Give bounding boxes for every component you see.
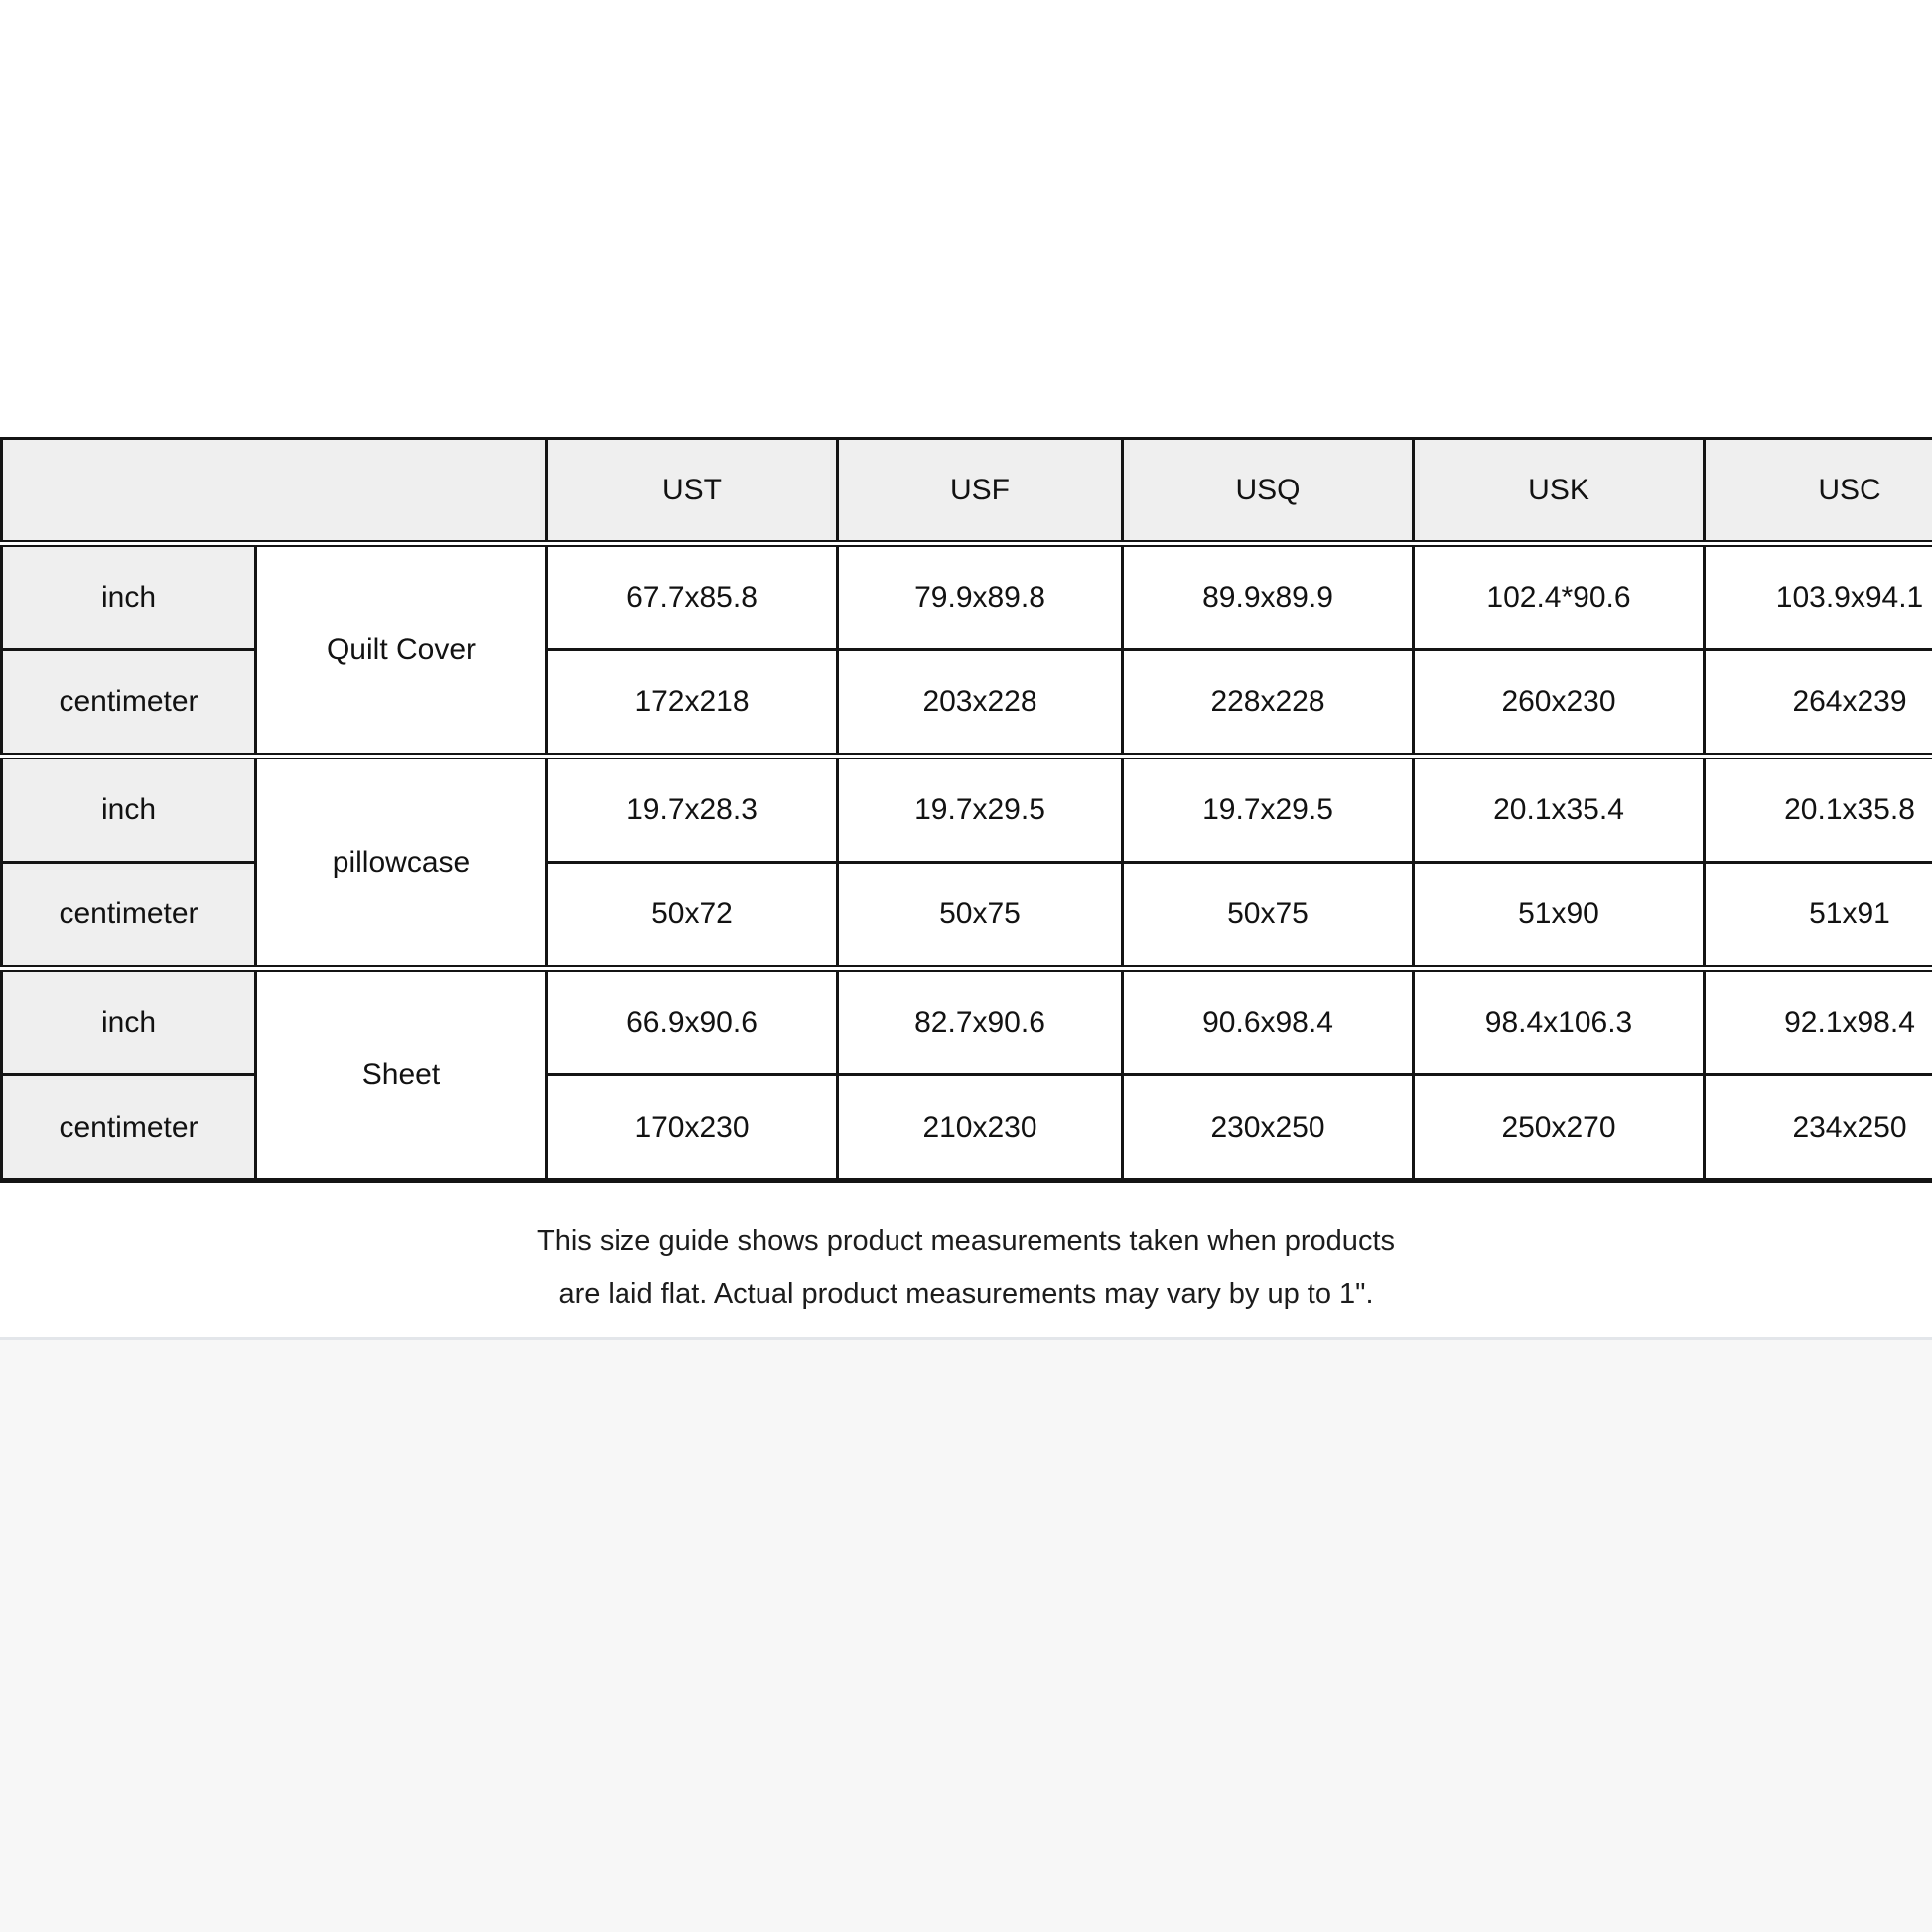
size-value-cell: 79.9x89.8 [838, 544, 1123, 650]
unit-label-cell: inch [2, 544, 256, 650]
size-value-cell: 103.9x94.1 [1705, 544, 1932, 650]
category-cell-quilt-cover: Quilt Cover [256, 544, 547, 757]
size-value-cell: 250x270 [1414, 1075, 1705, 1181]
category-cell-pillowcase: pillowcase [256, 757, 547, 969]
column-header-usf: USF [838, 439, 1123, 544]
size-value-cell: 20.1x35.4 [1414, 757, 1705, 863]
size-value-cell: 50x75 [838, 863, 1123, 969]
page-background-lower [0, 1340, 1932, 1932]
category-cell-sheet: Sheet [256, 969, 547, 1181]
size-value-cell: 19.7x29.5 [1123, 757, 1414, 863]
size-value-cell: 50x75 [1123, 863, 1414, 969]
size-value-cell: 50x72 [547, 863, 838, 969]
unit-label-cell: centimeter [2, 863, 256, 969]
size-value-cell: 172x218 [547, 650, 838, 757]
unit-label-cell: inch [2, 969, 256, 1075]
size-value-cell: 102.4*90.6 [1414, 544, 1705, 650]
size-value-cell: 170x230 [547, 1075, 838, 1181]
size-value-cell: 90.6x98.4 [1123, 969, 1414, 1075]
size-value-cell: 89.9x89.9 [1123, 544, 1414, 650]
size-value-cell: 51x90 [1414, 863, 1705, 969]
size-value-cell: 234x250 [1705, 1075, 1932, 1181]
size-value-cell: 230x250 [1123, 1075, 1414, 1181]
size-value-cell: 203x228 [838, 650, 1123, 757]
column-header-usc: USC [1705, 439, 1932, 544]
size-value-cell: 210x230 [838, 1075, 1123, 1181]
size-value-cell: 98.4x106.3 [1414, 969, 1705, 1075]
size-value-cell: 67.7x85.8 [547, 544, 838, 650]
size-value-cell: 19.7x29.5 [838, 757, 1123, 863]
size-value-cell: 51x91 [1705, 863, 1932, 969]
size-value-cell: 20.1x35.8 [1705, 757, 1932, 863]
size-value-cell: 66.9x90.6 [547, 969, 838, 1075]
size-value-cell: 228x228 [1123, 650, 1414, 757]
size-guide-table [0, 437, 1932, 1183]
unit-label-cell: inch [2, 757, 256, 863]
table-row [2, 969, 1932, 1075]
note-line-2: are laid flat. Actual product measurements may vary by up to 1". [558, 1278, 1374, 1310]
table-row [2, 757, 1932, 863]
unit-label-cell: centimeter [2, 650, 256, 757]
unit-label-cell: centimeter [2, 1075, 256, 1181]
header-row [2, 439, 1932, 544]
column-header-ust: UST [547, 439, 838, 544]
note-line-1: This size guide shows product measurements taken when products [537, 1225, 1395, 1257]
size-value-cell: 82.7x90.6 [838, 969, 1123, 1075]
size-value-cell: 92.1x98.4 [1705, 969, 1932, 1075]
size-value-cell: 260x230 [1414, 650, 1705, 757]
corner-header-cell [2, 439, 547, 544]
size-guide-note [0, 1215, 1932, 1320]
size-value-cell: 264x239 [1705, 650, 1932, 757]
column-header-usq: USQ [1123, 439, 1414, 544]
column-header-usk: USK [1414, 439, 1705, 544]
table-row [2, 544, 1932, 650]
size-value-cell: 19.7x28.3 [547, 757, 838, 863]
